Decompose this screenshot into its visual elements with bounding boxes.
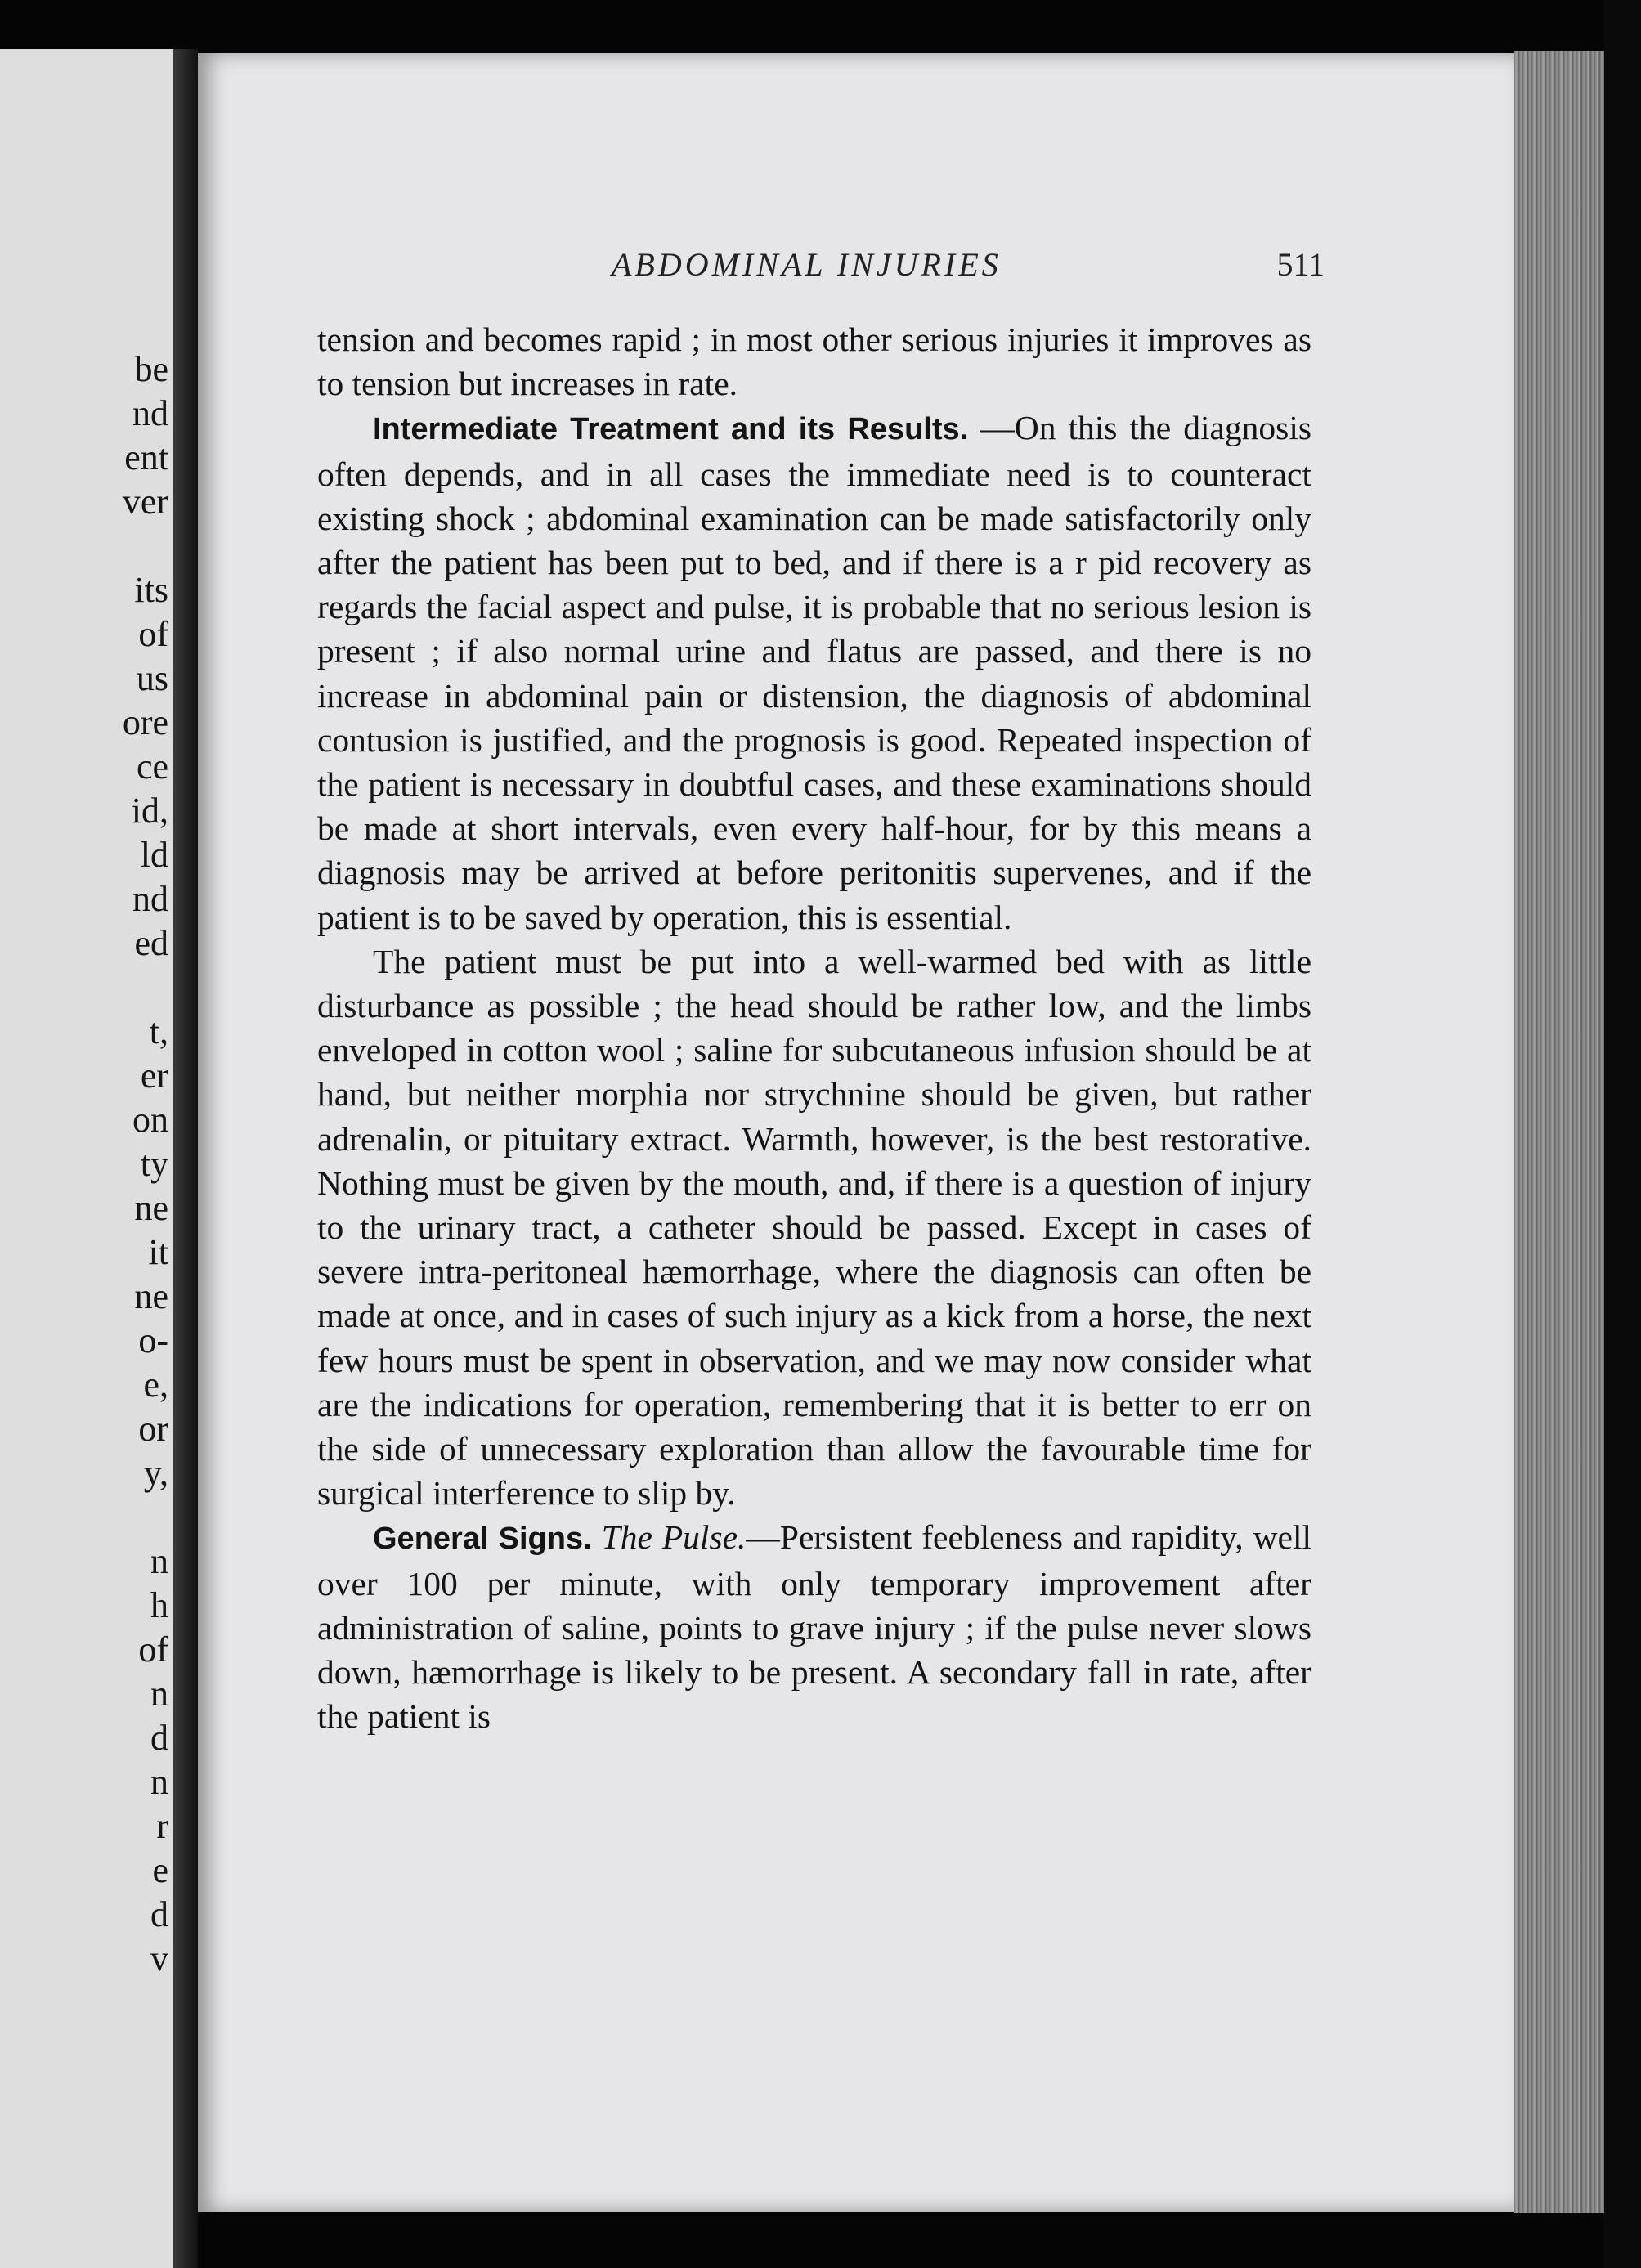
paragraph-heading: General Signs. (373, 1522, 592, 1557)
facing-page-fragment: e, (143, 1365, 168, 1405)
facing-page-fragment (123, 966, 168, 1010)
facing-page-fragment: h (150, 1585, 168, 1625)
facing-page-fragment: ed (134, 923, 168, 963)
paragraph-text: tension and becomes rapid ; in most other serious injuries it improves as to tension but increases in rate. (317, 320, 1311, 403)
facing-page-fragment: ne (134, 1276, 168, 1316)
facing-page-fragment: be (134, 349, 168, 389)
facing-page-fragment: ne (134, 1188, 168, 1228)
body-text (317, 317, 1311, 1739)
facing-page-fragment: ver (122, 482, 168, 522)
facing-page-fragment: n (150, 1541, 168, 1581)
facing-page-fragment: d (150, 1718, 168, 1758)
facing-page-fragment: it (148, 1232, 168, 1272)
facing-page-fragment: ore (122, 702, 168, 742)
facing-page-fragment: ce (136, 746, 168, 787)
facing-page-fragment: ty (140, 1144, 168, 1184)
running-head (309, 245, 1325, 294)
facing-page-fragment: id, (131, 791, 168, 831)
facing-page-fragment: ld (140, 835, 168, 875)
facing-page-fragment: r (156, 1806, 168, 1846)
facing-page-fragment: n (150, 1762, 168, 1802)
facing-page-fragment: on (132, 1100, 168, 1140)
scan-border (1604, 0, 1641, 2268)
paragraph (317, 406, 1311, 939)
facing-page-fragment: of (138, 1629, 168, 1670)
facing-page-fragment: t, (149, 1011, 168, 1051)
facing-page-fragment: o- (138, 1320, 168, 1360)
paragraph-text: The patient must be put into a well-warmed bed with as little disturbance as possible ; the head should be rather low, and the limbs enveloped in cotton wool ; saline for subcutaneous infusion should be at hand, but neither morphia nor strychnine should be given, but rather adrenalin, or pituitary extract. Warmth, however, is the best restorative. Nothing must be given by the mouth, and, if there is a question of injury to the urinary tract, a catheter should be passed. Except in cases of severe intra-peritoneal hæmorrhage, where the diagnosis can often be made at once, and in cases of such injury as a kick from a horse, the next few hours must be spent in observation, and we may now consider what are the indications for operation, remembering that it is better to err on the side of unnecessary exploration than allow the favourable time for surgical interference to slip by. (317, 942, 1311, 1513)
facing-page-fragment: n (150, 1674, 168, 1714)
facing-page-fragment: y, (143, 1453, 168, 1493)
paragraph (317, 317, 1311, 406)
running-title: ABDOMINAL INJURIES (612, 246, 1002, 283)
paragraph-text: —On this the diagnosis often depends, and in all cases the immediate need is to counteract existing shock ; abdominal examination can be made satisfactorily only after the patient has been put to bed, and if there is a r pid recovery as regards the facial aspect and pulse, it is probable that no serious lesion is present ; if also normal urine and flatus are passed, and there is no increase in abdominal pain or distension, the diagnosis of abdominal contusion is justified, and the prognosis is good. Repeated inspection of the patient is necessary in doubtful cases, and these examinations should be made at short intervals, even every half-hour, for by this means a diagnosis may be arrived at before peritonitis supervenes, and if the patient is to be saved by operation, this is essential. (317, 409, 1312, 936)
page-number: 511 (1276, 246, 1325, 283)
facing-page-fragment: its (134, 570, 168, 610)
facing-page-fragment: nd (132, 879, 168, 919)
facing-page-fragment: ent (124, 437, 168, 477)
paragraph-text: —Persistent feebleness and rapidity, well over 100 per minute, with only temporary improvement after administration of saline, points to grave injury ; if the pulse never slows down, hæmorrhage is likely to be present. A secondary fall in rate, after the patient is (317, 1518, 1312, 1736)
facing-page-fragment: us (136, 658, 168, 698)
facing-page-fragment: nd (132, 393, 168, 433)
facing-page-left (0, 49, 173, 2268)
facing-page-fragment (123, 524, 168, 568)
italic-subheading: The Pulse. (601, 1518, 747, 1557)
paragraph-heading: Intermediate Treatment and its Results. (373, 412, 969, 447)
facing-page-fragment: v (150, 1939, 168, 1979)
facing-page-fragment: er (140, 1056, 168, 1096)
facing-page-fragment (123, 1495, 168, 1540)
paragraph (317, 939, 1311, 1516)
facing-page-fragment: d (150, 1894, 168, 1934)
page-edges (1514, 51, 1604, 2213)
facing-page-fragment: or (138, 1409, 168, 1449)
paragraph (317, 1515, 1311, 1738)
facing-page-line-endings (123, 347, 168, 1981)
facing-page-fragment: e (152, 1850, 168, 1890)
facing-page-fragment: of (138, 614, 168, 654)
book-gutter (173, 49, 198, 2268)
